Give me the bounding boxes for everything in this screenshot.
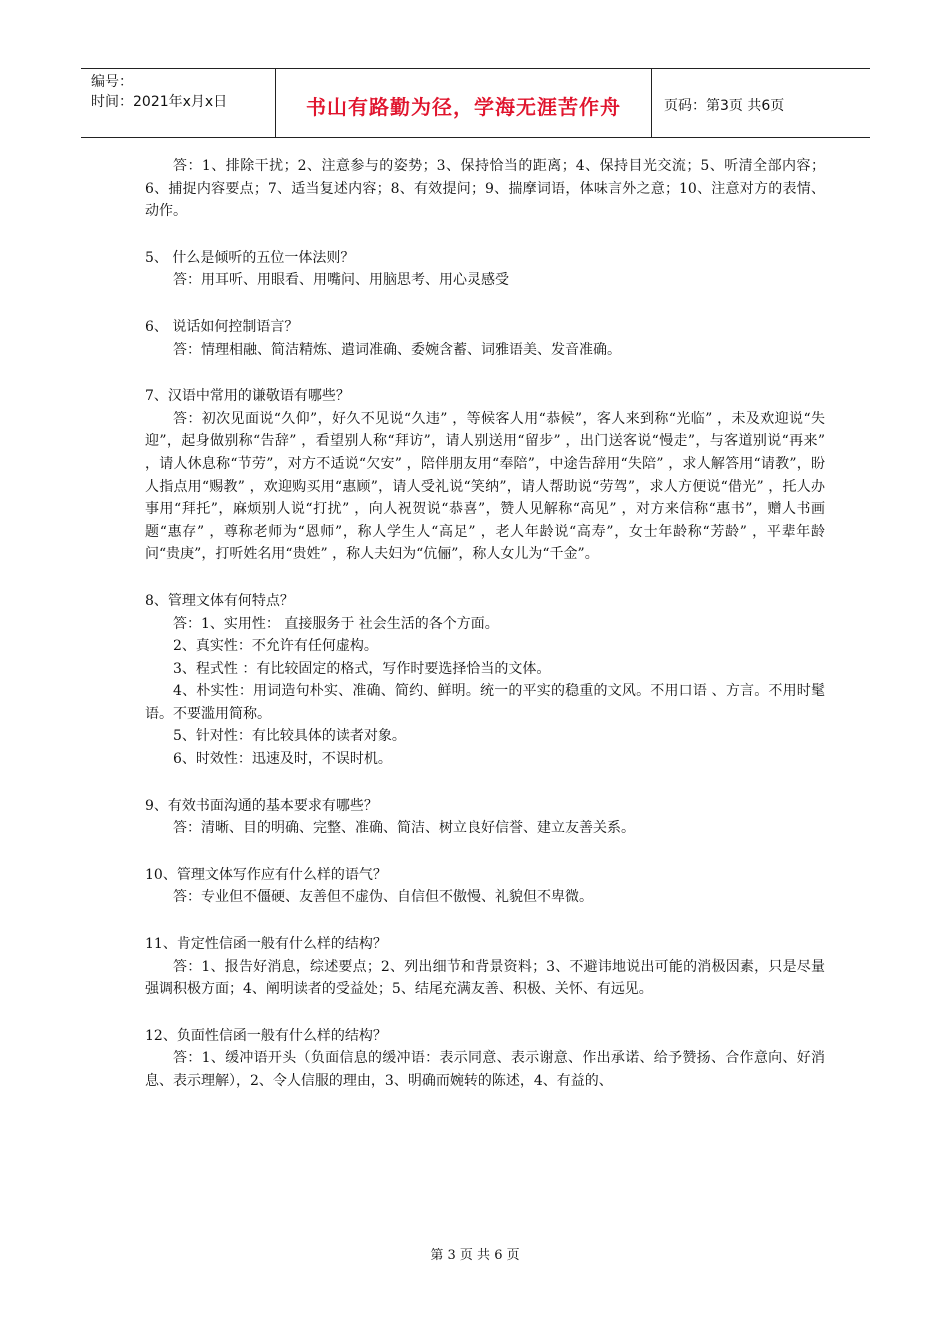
question-11: 11、肯定性信函一般有什么样的结构？ [145, 936, 387, 953]
question-6: 6、 说话如何控制语言？ [145, 318, 299, 335]
question-8: 8、管理文体有何特点？ [145, 592, 294, 609]
answer-paragraph: 5、针对性：有比较具体的读者对象。 [173, 728, 406, 745]
page-footer: 第 3 页 共 6 页 [430, 1248, 520, 1263]
date-label: 时间：2021年x月x日 [91, 94, 228, 110]
answer-paragraph: 2、真实性：不允许有任何虚构。 [173, 638, 378, 655]
answer-paragraph: 答：1、缓冲语开头（负面信息的缓冲语：表示同意、表示谢意、作出承诺、给予赞扬、合作意向、好消息、表示理解），2、令人信服的理由，3、明确而婉转的陈述，4、有益的、 [145, 1050, 825, 1089]
code-label: 编号： [91, 74, 133, 90]
question-9: 9、有效书面沟通的基本要求有哪些？ [145, 797, 378, 814]
question-10: 10、管理文体写作应有什么样的语气？ [145, 866, 387, 883]
question-5: 5、 什么是倾听的五位一体法则？ [145, 249, 355, 266]
question-7: 7、汉语中常用的谦敬语有哪些？ [145, 388, 350, 405]
answer-paragraph: 答：专业但不僵硬、友善但不虚伪、自信但不傲慢、礼貌但不卑微。 [173, 889, 593, 906]
document-body [145, 155, 825, 1093]
motto: 书山有路勤为径，学海无涯苦作舟 [276, 69, 652, 137]
header-left-cell [81, 69, 276, 137]
answer-paragraph: 6、时效性：迅速及时，不误时机。 [173, 751, 392, 768]
answer-paragraph: 4、朴实性：用词造句朴实、准确、简约、鲜明。统一的平实的稳重的文风。不用口语 、方言。不用时髦语。不要滥用简称。 [145, 683, 825, 722]
answer-paragraph: 3、程式性 ：有比较固定的格式，写作时要选择恰当的文体。 [173, 660, 551, 677]
page-info: 页码：第3页 共6页 [664, 98, 785, 114]
answer-paragraph: 答：1、排除干扰；2、注意参与的姿势；3、保持恰当的距离；4、保持目光交流；5、听清全部内容；6、捕捉内容要点；7、适当复述内容；8、有效提问；9、揣摩词语，体味言外之意；10、注意对方的表情、动作。 [145, 158, 825, 220]
answer-paragraph: 答：情理相融、简洁精炼、遣词准确、委婉含蓄、词雅语美、发音准确。 [173, 341, 621, 358]
question-12: 12、负面性信函一般有什么样的结构？ [145, 1027, 387, 1044]
answer-paragraph: 答：用耳听、用眼看、用嘴问、用脑思考、用心灵感受 [173, 272, 509, 289]
answer-paragraph: 答：清晰、目的明确、完整、准确、简洁、树立良好信誉、建立友善关系。 [173, 820, 635, 837]
answer-paragraph: 答：1、报告好消息，综述要点；2、列出细节和背景资料；3、不避讳地说出可能的消极因素，只是尽量强调积极方面；4、阐明读者的受益处；5、结尾充满友善、积极、关怀、有远见。 [145, 958, 825, 998]
answer-paragraph: 答：1、实用性： 直接服务于 社会生活的各个方面。 [173, 615, 499, 632]
answer-paragraph: 答：初次见面说“久仰”，好久不见说“久违” ，等候客人用“恭候”，客人来到称“光临” ，未及欢迎说“失迎”，起身做别称“告辞” ，看望别人称“拜访”，请人别送用“留步” ，出门送客说“慢走”，与客道别说“再来” ，请人休息称“节劳”，对方不适说“欠安” ，陪伴朋友用“奉陪”，中途告辞用“失陪” ，求人解答用“请教”，盼人指点用“赐教” ，欢迎购买用“惠顾”，请人受礼说“笑纳”，请人帮助说“劳驾”，求人方便说“借光” ，托人办事用“拜托”，麻烦别人说“打扰” ，向人祝贺说“恭喜”，赞人见解称“高见” ，对方来信称“惠书”，赠人书画题“惠存” ，尊称老师为“恩师”，称人学生人“高足” ，老人年龄说“高寿”，女士年龄称“芳龄” ，平辈年龄问“贵庚”，打听姓名用“贵姓” ，称人夫妇为“伉俪”，称人女儿为“千金”。 [145, 410, 825, 563]
header-table [81, 68, 870, 138]
